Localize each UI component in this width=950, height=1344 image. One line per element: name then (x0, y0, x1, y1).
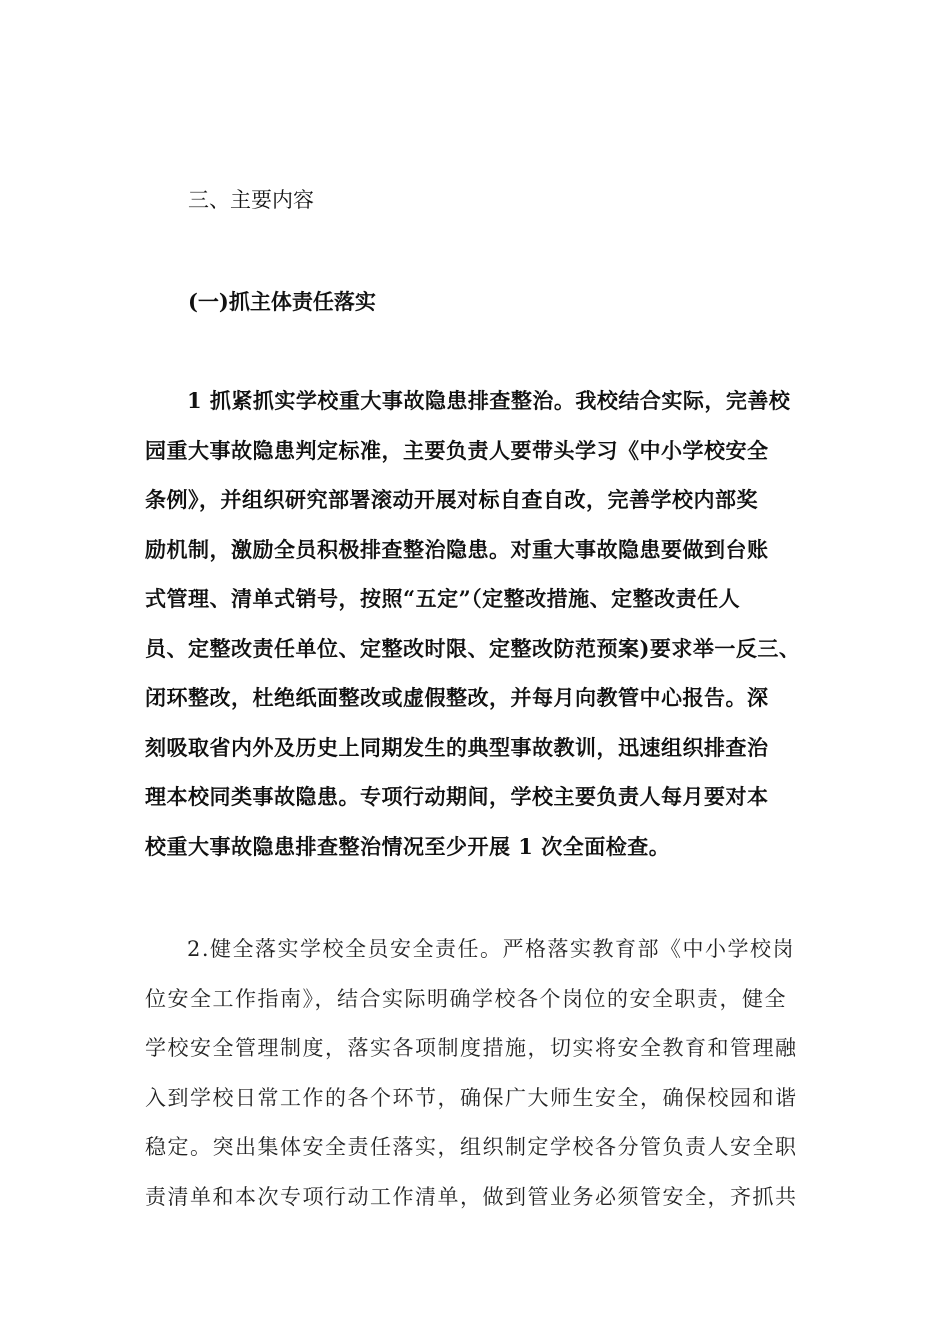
paragraph-line: 学校安全管理制度，落实各项制度措施，切实将安全教育和管理融 (145, 1036, 798, 1060)
paragraph-line: 理本校同类事故隐患。专项行动期间，学校主要负责人每月要对本 (145, 784, 769, 809)
paragraph-line: 闭环整改，杜绝纸面整改或虚假整改，并每月向教管中心报告。深 (145, 685, 769, 710)
paragraph-line: 校重大事故隐患排查整治情况至少开展 1 次全面检查。 (145, 833, 671, 859)
paragraph-line: 员、定整改责任单位、定整改时限、定整改防范预案)要求举一反三、 (145, 635, 801, 661)
paragraph-line: 稳定。突出集体安全责任落实，组织制定学校各分管负责人安全职 (145, 1135, 798, 1159)
paragraph-2 (145, 935, 825, 1232)
paragraph-line: 式管理、清单式销号，按照“五定”（定整改措施、定整改责任人 (145, 586, 741, 611)
paragraph-line: 入到学校日常工作的各个环节，确保广大师生安全，确保校园和谐 (145, 1085, 798, 1110)
paragraph-line: 2.健全落实学校全员安全责任。严格落实教育部《中小学校岗 (187, 937, 796, 961)
paragraph-line: 励机制，激励全员积极排查整治隐患。对重大事故隐患要做到台账 (145, 536, 769, 562)
paragraph-line: 条例》，并组织研究部署滚动开展对标自查自改，完善学校内部奖 (145, 487, 758, 512)
subsection-heading: (一)抓主体责任落实 (188, 289, 376, 314)
paragraph-line: 1 抓紧抓实学校重大事故隐患排查整治。我校结合实际，完善校 (187, 388, 791, 413)
paragraph-1 (145, 387, 825, 882)
paragraph-line: 位安全工作指南》，结合实际明确学校各个岗位的安全职责，健全 (145, 986, 787, 1011)
section-heading: 三、主要内容 (188, 188, 314, 212)
paragraph-line: 刻吸取省内外及历史上同期发生的典型事故教训，迅速组织排查治 (145, 734, 769, 760)
paragraph-line: 责清单和本次专项行动工作清单，做到管业务必须管安全，齐抓共 (145, 1184, 798, 1209)
paragraph-line: 园重大事故隐患判定标准，主要负责人要带头学习《中小学校安全 (145, 437, 769, 463)
